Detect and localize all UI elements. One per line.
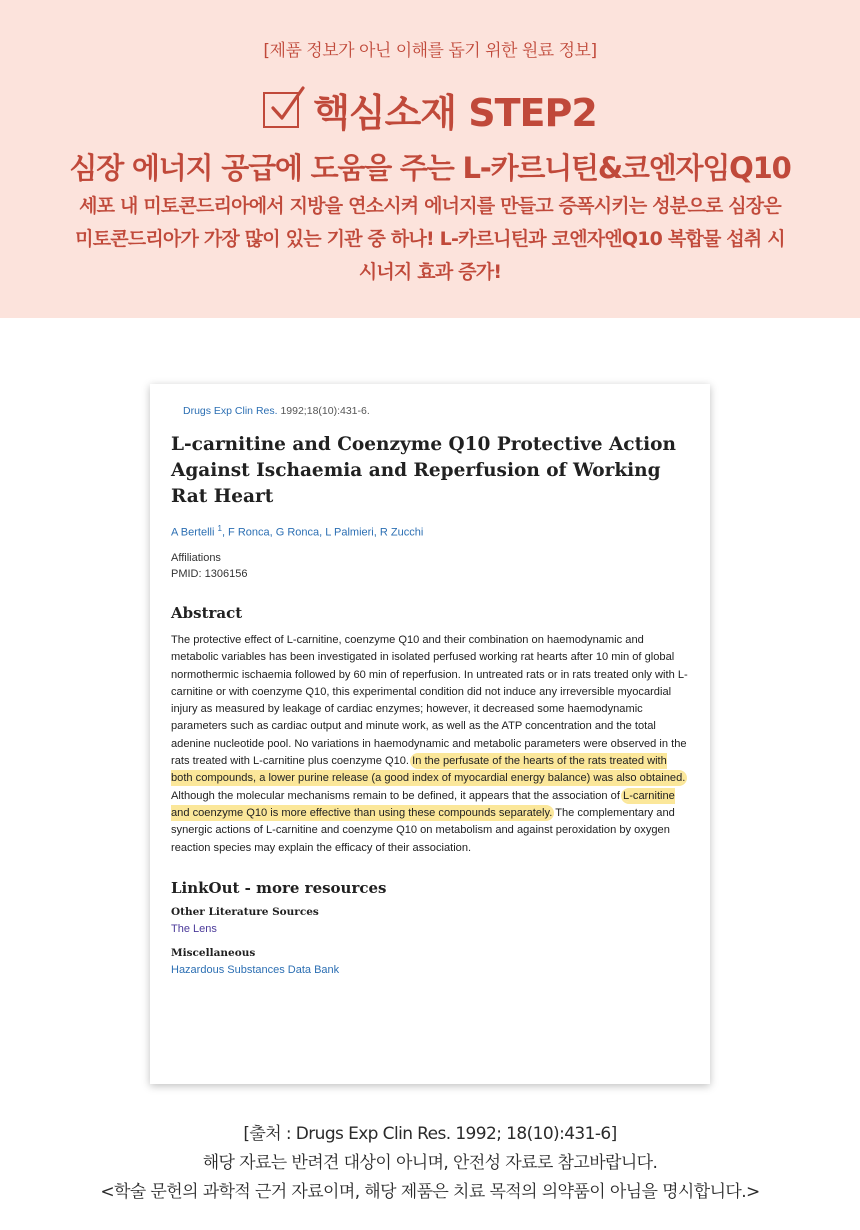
paper-title: L-carnitine and Coenzyme Q10 Protective Action Against Ischaemia and Reperfusion of Working Rat Heart — [171, 434, 676, 507]
the-lens-link[interactable]: The Lens — [171, 923, 217, 935]
disclaimer-line: <학술 문헌의 과학적 근거 자료이며, 해당 제품은 치료 목적의 의약품이 아님을 명시합니다.> — [100, 1182, 760, 1202]
abstract-highlight: L-carnitine and coenzyme Q10 is more effective than using these compounds separately. — [171, 789, 675, 819]
banner-headline: 심장 에너지 공급에 도움을 주는 L-카르니틴&코엔자임Q10 — [69, 151, 791, 185]
banner-desc-line: 세포 내 미토콘드리아에서 지방을 연소시켜 에너지를 만들고 증폭시키는 성분으로 심장은 — [79, 195, 781, 217]
step-heading — [0, 82, 860, 137]
author-list — [171, 524, 423, 539]
banner-description — [40, 190, 820, 289]
paper-meta — [171, 550, 247, 582]
author-link[interactable]: A Bertelli — [171, 526, 215, 539]
other-sources-label: Other Literature Sources — [171, 906, 319, 918]
affiliations-toggle[interactable]: Affiliations — [171, 552, 221, 564]
abstract-text-part: The protective effect of L-carnitine, coenzyme Q10 and their combination on haemodynamic and metabolic variables has been investigated in isolated perfused working rat hearts after 10 min of global normothermic ischaemia followed by 60 min of reperfusion. In untreated rats or in rats treated only with L-carnitine or with coenzyme Q10, this experimental condition did not induce any irreversible myocardial injury as measured by leakage of cardiac enzymes; however, it decreased some haemodynamic parameters such as cardiac output and minute work, as well as the ATP concentration and the total adenine nucleotide pool. No variations in haemodynamic and metabolic parameters were observed in the rats treated with L-carnitine plus coenzyme Q10. — [171, 634, 688, 768]
pmid: PMID: 1306156 — [171, 568, 248, 580]
footer-notes — [0, 1120, 860, 1207]
step-title: 핵심소재 STEP2 — [313, 91, 597, 135]
abstract-heading: Abstract — [171, 604, 243, 622]
banner-notice: [제품 정보가 아닌 이해를 돕기 위한 원료 정보] — [263, 41, 597, 61]
abstract-highlight: In the perfusate of the hearts of the rats treated with both compounds, a lower purine release (a good index of myocardial energy balance) was also obtained. — [171, 755, 686, 785]
journal-citation — [183, 405, 370, 417]
miscellaneous-label: Miscellaneous — [171, 947, 256, 959]
checkbox-check-icon — [263, 92, 299, 128]
disclaimer-line: 해당 자료는 반려견 대상이 아니며, 안전성 자료로 참고바랍니다. — [202, 1153, 658, 1173]
banner-desc-line: 시너지 효과 증가! — [358, 261, 502, 283]
abstract-text-part: The complementary and synergic actions of L-carnitine and coenzyme Q10 on metabolism and against peroxidation by oxygen reaction species may explain the efficacy of their association. — [171, 806, 675, 854]
journal-volume: 1992;18(10):431-6. — [280, 405, 370, 417]
affiliation-sup[interactable]: 1 — [217, 524, 222, 533]
abstract-text-part: Although the molecular mechanisms remain to be defined, it appears that the association of — [171, 789, 624, 802]
banner-desc-line: 미토콘드리아가 가장 많이 있는 기관 중 하나! L-카르니틴과 코엔자엔Q10 복합물 섭취 시 — [75, 228, 785, 250]
paper-card — [150, 384, 710, 1084]
hsdb-link[interactable]: Hazardous Substances Data Bank — [171, 964, 340, 976]
linkout-heading: LinkOut - more resources — [171, 879, 387, 897]
top-banner — [0, 0, 860, 318]
source-citation: [출처 : Drugs Exp Clin Res. 1992; 18(10):431-6] — [243, 1124, 617, 1144]
journal-name-link[interactable]: Drugs Exp Clin Res. — [183, 405, 278, 417]
abstract-text — [171, 632, 689, 857]
author-links-rest[interactable]: , F Ronca, G Ronca, L Palmieri, R Zucchi — [221, 526, 424, 539]
